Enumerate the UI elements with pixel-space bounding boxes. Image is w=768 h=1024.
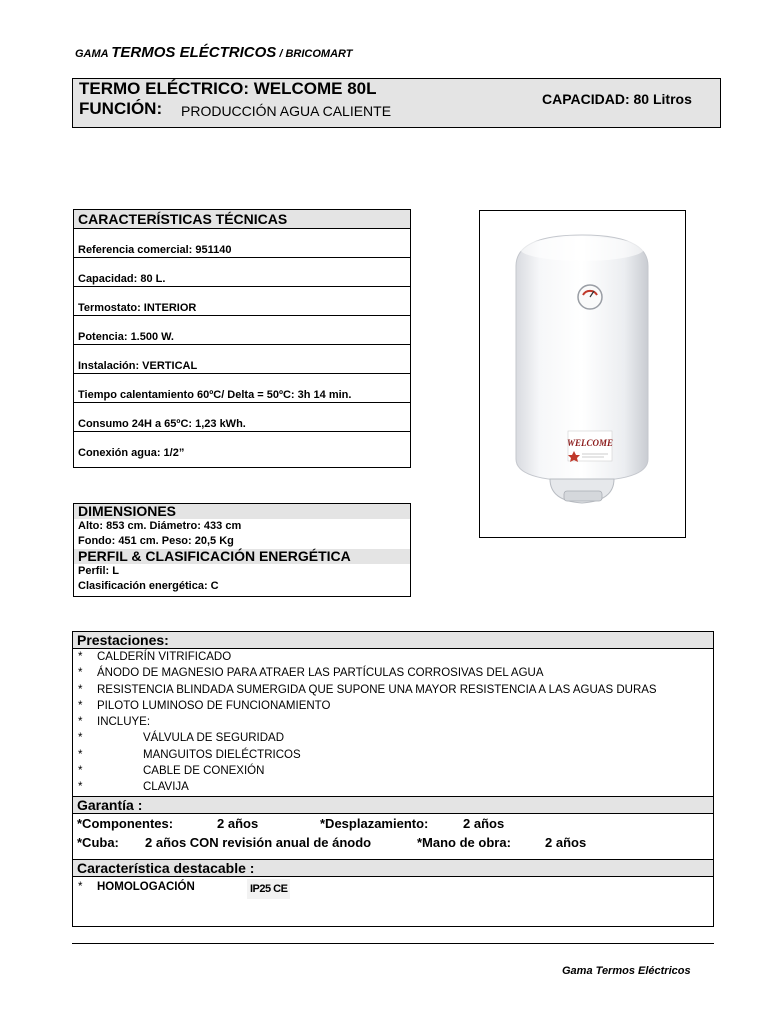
dimensions-line-2: Fondo: 451 cm. Peso: 20,5 Kg (78, 535, 234, 547)
prestacion-text: CLAVIJA (143, 781, 189, 794)
bullet-star: * (78, 732, 83, 745)
prestaciones-title: Prestaciones: (73, 632, 713, 649)
brand-label-text: WELCOME (566, 438, 614, 448)
dimensions-title: DIMENSIONES (74, 504, 410, 519)
prestacion-item (73, 779, 713, 795)
bullet-star: * (78, 716, 83, 729)
tech-row: Termostato: INTERIOR (74, 287, 410, 316)
dimensions-table (73, 503, 411, 597)
prestacion-item (73, 763, 713, 779)
document-header (75, 44, 352, 61)
garantia-desplazamiento-label: *Desplazamiento: (320, 815, 429, 831)
energy-class: Clasificación energética: C (78, 580, 219, 592)
header-range: TERMOS ELÉCTRICOS (111, 44, 277, 61)
function-value: PRODUCCIÓN AGUA CALIENTE (181, 103, 392, 119)
prestacion-item (73, 714, 713, 730)
tech-row: Instalación: VERTICAL (74, 345, 410, 374)
bullet-star: * (78, 699, 83, 712)
garantia-cuba-label: *Cuba: (77, 834, 119, 850)
bullet-star: * (78, 748, 83, 761)
prestacion-text: CABLE DE CONEXIÓN (143, 765, 265, 778)
destacable-text: HOMOLOGACIÓN (97, 880, 195, 893)
bullet-star: * (78, 667, 83, 680)
title-box (72, 78, 721, 128)
certification-marks: IP25 CE (247, 879, 290, 899)
garantia-mano-obra-value: 2 años (545, 834, 587, 850)
tech-row: Potencia: 1.500 W. (74, 316, 410, 345)
prestacion-item (73, 649, 713, 665)
bullet-star: * (78, 651, 83, 663)
energy-profile-title: PERFIL & CLASIFICACIÓN ENERGÉTICA (74, 549, 410, 564)
function-label: FUNCIÓN: (79, 99, 163, 118)
dimensions-line-1: Alto: 853 cm. Diámetro: 433 cm (78, 520, 242, 532)
tech-row: Tiempo calentamiento 60ºC/ Delta = 50ºC: 3h 14 min. (74, 374, 410, 403)
bullet-star: * (78, 781, 83, 794)
bullet-star: * (78, 683, 83, 696)
tech-row: Conexión agua: 1/2” (78, 447, 185, 459)
prestacion-text: RESISTENCIA BLINDADA SUMERGIDA QUE SUPONE UNA MAYOR RESISTENCIA A LAS AGUAS DURAS (97, 683, 657, 696)
prestaciones-list (73, 649, 713, 796)
product-title: TERMO ELÉCTRICO: WELCOME 80L (79, 79, 377, 98)
tech-row: Referencia comercial: 951140 (74, 229, 410, 258)
garantia-title: Garantía : (73, 796, 713, 814)
prestacion-text: INCLUYE: (97, 716, 151, 729)
prestacion-text: MANGUITOS DIELÉCTRICOS (143, 748, 301, 761)
garantia-componentes-label: *Componentes: (77, 815, 174, 831)
bullet-star: * (78, 880, 83, 893)
bullet-star: * (78, 765, 83, 778)
tech-specs-table (73, 209, 411, 468)
header-suffix: / BRICOMART (279, 48, 353, 60)
prestacion-item (73, 747, 713, 763)
prestacion-item (73, 730, 713, 746)
destacable-item (73, 877, 713, 897)
tech-row: Capacidad: 80 L. (74, 258, 410, 287)
capacity-label: CAPACIDAD: 80 Litros (542, 91, 692, 107)
tech-specs-title: CARACTERÍSTICAS TÉCNICAS (74, 210, 410, 229)
garantia-line-2 (73, 833, 713, 852)
garantia-mano-obra-label: *Mano de obra: (417, 834, 511, 850)
prestacion-text: VÁLVULA DE SEGURIDAD (143, 732, 285, 745)
destacable-title: Característica destacable : (73, 859, 713, 877)
prestacion-item (73, 665, 713, 681)
water-heater-image (480, 211, 685, 537)
garantia-componentes-value: 2 años (217, 815, 259, 831)
features-table (72, 631, 714, 927)
prestacion-text: ÁNODO DE MAGNESIO PARA ATRAER LAS PARTÍCULAS CORROSIVAS DEL AGUA (97, 667, 544, 680)
product-photo-frame (479, 210, 686, 538)
prestacion-text: PILOTO LUMINOSO DE FUNCIONAMIENTO (97, 699, 331, 712)
prestacion-item (73, 698, 713, 714)
footer-text: Gama Termos Eléctricos (562, 965, 691, 977)
prestacion-text: CALDERÍN VITRIFICADO (97, 651, 232, 663)
energy-profile: Perfil: L (78, 565, 119, 577)
tech-row: Consumo 24H a 65ºC: 1,23 kWh. (74, 403, 410, 432)
footer-rule (72, 943, 714, 944)
header-prefix: GAMA (75, 48, 109, 60)
garantia-desplazamiento-value: 2 años (463, 815, 505, 831)
garantia-cuba-value: 2 años CON revisión anual de ánodo (145, 834, 372, 850)
garantia-line-1 (73, 814, 713, 833)
prestacion-item (73, 682, 713, 698)
